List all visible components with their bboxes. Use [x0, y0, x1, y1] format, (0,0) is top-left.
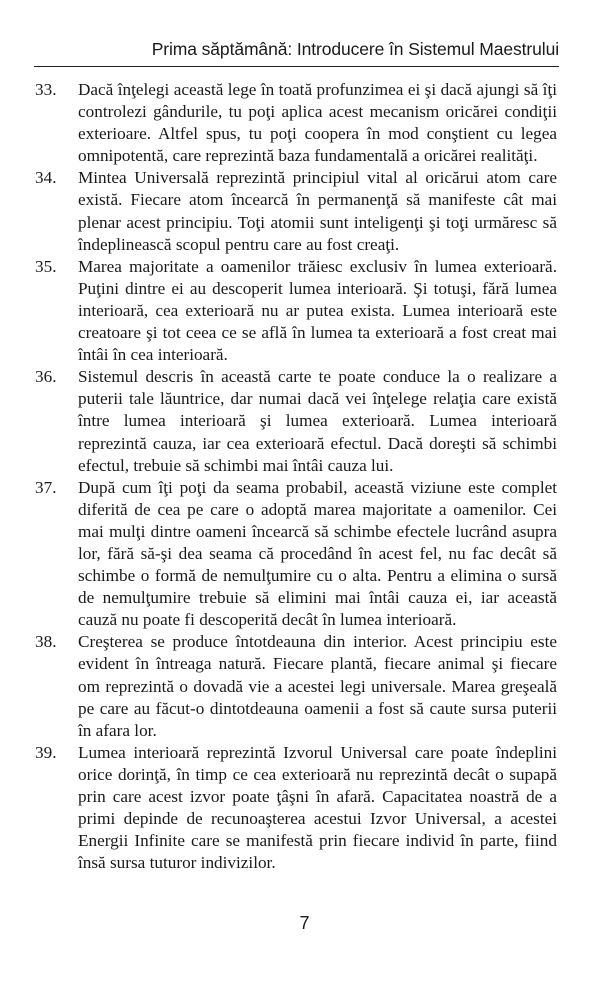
- paragraph-number: 37.: [35, 477, 57, 497]
- paragraph-text: Lumea interioară reprezintă Izvorul Universal care poate îndeplini orice dorinţă, în timp ce cea exterioară nu reprezintă decât o supapă prin care acest izvor poate ţâşni în afară. Capacitatea noastră de a primi depinde de recunoaşterea acestui Izvor Universal, a acestei Energii Infinite care se manifestă prin fiecare individ în parte, fiind însă sursa tuturor indivizilor.: [78, 742, 557, 873]
- paragraph-text: Sistemul descris în această carte te poate conduce la o realizare a puterii tale lăuntrice, dar numai dacă vei înţelege relaţia care există între lumea interioară şi lumea exterioară. Lumea interioară reprezintă cauza, iar cea exterioară efectul. Dacă doreşti să schimbi efectul, trebuie să schimbi mai întâi cauza lui.: [78, 367, 557, 475]
- paragraph-38: [35, 631, 557, 741]
- paragraph-36: [35, 366, 557, 476]
- paragraph-39: [35, 742, 557, 875]
- paragraph-number: 35.: [35, 256, 57, 276]
- running-header: Prima săptămână: Introducere în Sistemul Maestrului: [34, 36, 559, 67]
- paragraph-number: 39.: [35, 742, 57, 762]
- paragraph-35: [35, 256, 557, 366]
- paragraph-37: [35, 477, 557, 632]
- paragraph-text: Marea majoritate a oamenilor trăiesc exclusiv în lumea exterioară. Puţini dintre ei au descoperit lumea interioară. Şi totuşi, fără lumea interioară, cea exterioară nu ar putea exista. Lumea interioară este creatoare şi tot ceea ce se află în lumea ta exterioară a fost creat mai întâi în cea interioară.: [78, 256, 557, 365]
- paragraph-number: 34.: [35, 168, 57, 188]
- paragraph-text: Creşterea se produce întotdeauna din interior. Acest principiu este evident în întreaga natură. Fiecare plantă, fiecare animal şi fiecare om reprezintă o dovadă vie a acestei legi universale. Marea greşeală pe care au făcut-o dintotdeauna oamenii a fost să caute sursa puterii în afara lor.: [78, 632, 557, 740]
- paragraph-text: Mintea Universală reprezintă principiul vital al oricărui atom care există. Fiecare atom încearcă în permanenţă să manifeste cât mai plenar acest principiu. Toţi atomii sunt inteligenţi şi toţi urmăresc să îndeplinească scopul pentru care au fost creaţi.: [78, 168, 557, 254]
- paragraph-34: [35, 167, 557, 255]
- paragraph-33: [35, 79, 557, 167]
- numbered-paragraphs: [35, 79, 557, 874]
- paragraph-text: Dacă înţelegi această lege în toată profunzimea ei şi dacă ajungi să îţi controlezi gândurile, tu poţi aplica acest mecanism oricărei condiţii exterioare. Altfel spus, tu poţi coopera în mod conştient cu legea omnipotentă, care reprezintă baza fundamentală a oricărei realităţi.: [78, 80, 557, 166]
- paragraph-number: 33.: [35, 80, 57, 99]
- page-number: 7: [299, 913, 310, 933]
- paragraph-number: 36.: [35, 367, 57, 387]
- paragraph-text: După cum îţi poţi da seama probabil, această viziune este complet diferită de cea pe care o adoptă marea majoritate a oamenilor. Cei mai mulţi dintre oameni încearcă să schimbe efectele lucrând asupra lor, fără să-şi dea seama că procedând în acest fel, nu fac decât să schimbe o formă de nemulţumire cu o alta. Pentru a elimina o sursă de nemulţumire trebuie să elimini mai întâi cauza ei, iar această cauză nu poate fi descoperită decât în lumea interioară.: [78, 477, 557, 630]
- paragraph-number: 38.: [35, 632, 57, 652]
